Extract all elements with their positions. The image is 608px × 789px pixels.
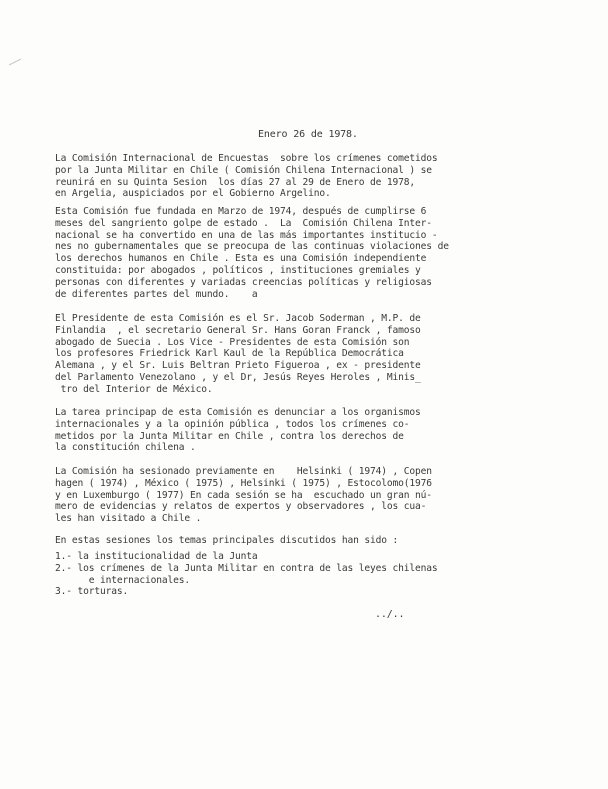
paragraph-officers — [55, 313, 421, 396]
text-line: abogado de Suecia . Los Vice - Presidentes de esta Comisión son — [55, 336, 410, 348]
text-line: personas con diferentes y variadas creencias políticas y religiosas — [55, 276, 432, 288]
list-item: 2.- los crímenes de la Junta Militar en contra de las leyes chilenas — [55, 562, 438, 574]
text-line: nacional se ha convertido en una de las más importantes institucio - — [55, 229, 438, 241]
text-line: los derechos humanos en Chile . Esta es una Comisión independiente — [55, 253, 427, 265]
list-item: 3.- torturas. — [55, 586, 129, 598]
text-line: Alemana , y el Sr. Luis Beltran Prieto Figueroa , ex - presidente — [55, 360, 421, 372]
text-line: y en Luxemburgo ( 1977) En cada sesión se ha escuchado un gran nú- — [55, 489, 432, 501]
text-line: del Parlamento Venezolano , y el Dr, Jesús Reyes Heroles , Minis_ — [55, 371, 421, 383]
text-line: les han visitado a Chile . — [55, 513, 202, 525]
paragraph-topics-intro — [55, 535, 398, 547]
paragraph-mission — [55, 407, 421, 454]
paragraph-intro — [55, 153, 438, 200]
margin-pen-mark — [8, 58, 22, 66]
list-item: e internacionales. — [55, 574, 191, 586]
paragraph-sessions — [55, 466, 432, 525]
text-line: En estas sesiones los temas principales discutidos han sido : — [55, 535, 399, 546]
text-line: metidos por la Junta Militar en Chile , contra los derechos de — [55, 430, 404, 442]
text-line: de diferentes partes del mundo. a — [55, 288, 258, 300]
text-line: meses del sangriento golpe de estado . La Comisión Chilena Inter- — [55, 217, 432, 229]
text-line: nes no gubernamentales que se preocupa de las continuas violaciones de — [55, 241, 449, 253]
text-line: La Comisión ha sesionado previamente en Helsinki ( 1974) , Copen — [55, 466, 432, 477]
paragraph-foundation — [55, 206, 449, 300]
text-line: la constitución chilena . — [55, 442, 196, 454]
text-line: por la Junta Militar en Chile ( Comisión Chilena Internacional ) se — [55, 164, 432, 176]
text-line: reunirá en su Quinta Sesion los días 27 al 29 de Enero de 1978, — [55, 176, 416, 188]
topics-list — [55, 551, 438, 598]
text-line: La Comisión Internacional de Encuestas sobre los crímenes cometidos — [55, 153, 438, 164]
text-line: El Presidente de esta Comisión es el Sr. Jacob Soderman , M.P. de — [55, 313, 421, 324]
continuation-mark: ../.. — [375, 609, 405, 620]
text-line: mero de evidencias y relatos de expertos y observadores , los cua- — [55, 501, 427, 513]
letter-date: Enero 26 de 1978. — [258, 129, 358, 140]
text-line: los profesores Friedrick Karl Kaul de la República Democrática — [55, 348, 404, 360]
text-line: La tarea principap de esta Comisión es denunciar a los organismos — [55, 407, 421, 418]
text-line: constituida: por abogados , políticos , instituciones gremiales y — [55, 264, 421, 276]
list-item: 1.- la institucionalidad de la Junta — [55, 551, 258, 562]
text-line: hagen ( 1974) , México ( 1975) , Helsinki ( 1975) , Estocolomo(1976 — [55, 477, 432, 489]
text-line: en Argelia, auspiciados por el Gobierno Argelino. — [55, 188, 331, 200]
text-line: tro del Interior de México. — [55, 383, 213, 395]
text-line: Esta Comisión fue fundada en Marzo de 1974, después de cumplirse 6 — [55, 206, 427, 217]
text-line: internacionales y a la opinión pública , todos los crímenes co- — [55, 418, 410, 430]
text-line: Finlandia , el secretario General Sr. Hans Goran Franck , famoso — [55, 324, 421, 336]
